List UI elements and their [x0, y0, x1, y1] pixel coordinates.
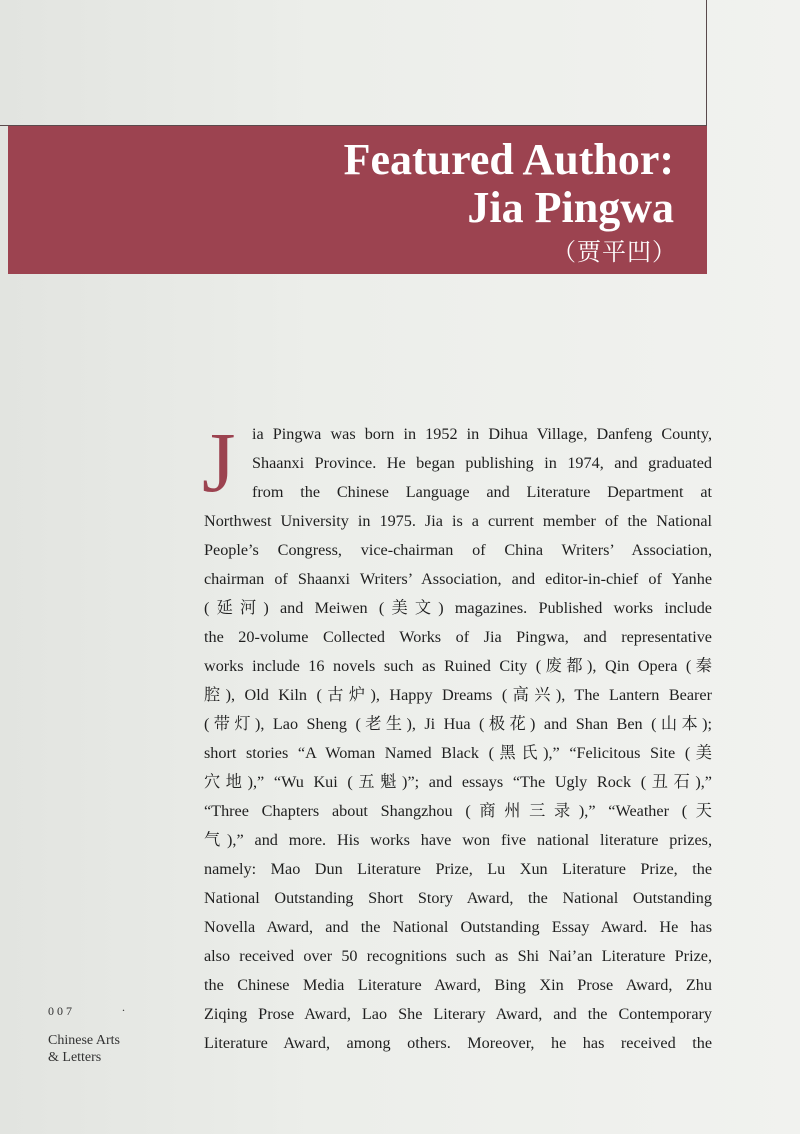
- magazine-line-2: & Letters: [48, 1050, 102, 1065]
- article-line: 穴地),” “Wu Kui (五魁)”; and essays “The Ugly Rock (丑石),”: [204, 773, 712, 791]
- title-chinese: （贾平凹）: [552, 238, 677, 266]
- article-line: “Three Chapters about Shangzhou (商州三录),” “Weather (天: [204, 802, 712, 820]
- vertical-rule: [706, 0, 707, 126]
- article-line: from the Chinese Language and Literature Department at: [252, 483, 712, 501]
- title-line-2: Jia Pingwa: [467, 183, 674, 232]
- article-line: chairman of Shaanxi Writers’ Association, and editor-in-chief of Yanhe: [204, 570, 712, 588]
- article-line: (延河) and Meiwen (美文) magazines. Published works include: [204, 599, 712, 617]
- article-line: Northwest University in 1975. Jia is a current member of the National: [204, 512, 712, 530]
- title-banner: [8, 126, 707, 274]
- article-line: (带灯), Lao Sheng (老生), Ji Hua (极花) and Shan Ben (山本);: [204, 715, 712, 733]
- article-body: [202, 414, 712, 1058]
- article-line: People’s Congress, vice-chairman of China Writers’ Association,: [204, 541, 712, 559]
- article-line: ia Pingwa was born in 1952 in Dihua Village, Danfeng County,: [252, 425, 712, 443]
- article-line: Ziqing Prose Award, Lao She Literary Award, and the Contemporary: [204, 1005, 712, 1023]
- article-line: the 20-volume Collected Works of Jia Pingwa, and representative: [204, 628, 712, 646]
- folio-dot: .: [122, 1000, 125, 1014]
- article-line: namely: Mao Dun Literature Prize, Lu Xun Literature Prize, the: [204, 860, 712, 878]
- title-line-1: Featured Author:: [343, 135, 674, 184]
- article-line: works include 16 novels such as Ruined City (废都), Qin Opera (秦: [204, 657, 712, 675]
- magazine-line-1: Chinese Arts: [48, 1033, 120, 1048]
- article-line: Literature Award, among others. Moreover, he has received the: [204, 1034, 712, 1052]
- article-line: Shaanxi Province. He began publishing in 1974, and graduated: [252, 454, 712, 472]
- article-line: short stories “A Woman Named Black (黑氏),” “Felicitous Site (美: [204, 744, 712, 762]
- article-line: the Chinese Media Literature Award, Bing Xin Prose Award, Zhu: [204, 976, 712, 994]
- page-number: 007: [48, 1004, 75, 1018]
- page-title: [344, 136, 674, 232]
- article-line: also received over 50 recognitions such as Shi Nai’an Literature Prize,: [204, 947, 712, 965]
- magazine-name: [48, 1032, 168, 1066]
- drop-cap: J: [202, 414, 236, 510]
- article-line: Novella Award, and the National Outstanding Essay Award. He has: [204, 918, 712, 936]
- article-line: National Outstanding Short Story Award, the National Outstanding: [204, 889, 712, 907]
- article-line: 腔), Old Kiln (古炉), Happy Dreams (高兴), The Lantern Bearer: [204, 686, 712, 704]
- article-line: 气),” and more. His works have won five national literature prizes,: [204, 831, 712, 849]
